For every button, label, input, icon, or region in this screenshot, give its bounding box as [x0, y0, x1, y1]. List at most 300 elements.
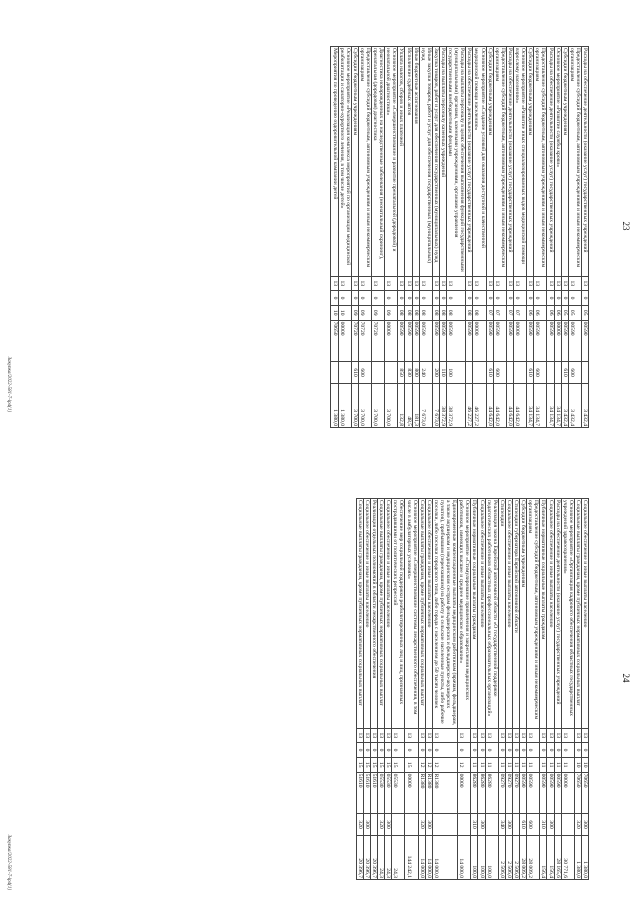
code-part: R1380 — [418, 772, 425, 814]
code-part: 15 — [356, 757, 363, 772]
table-row — [432, 499, 457, 880]
code-part: 00590 — [520, 772, 527, 814]
code-part: 0 — [505, 743, 512, 758]
expense-type: 800 — [412, 362, 419, 383]
code-part: 70650 — [331, 320, 338, 362]
row-sum: 14 000,0 — [418, 835, 425, 879]
code-part: R1380 — [432, 772, 457, 814]
code-part: 0 — [419, 291, 432, 306]
row-name: Предоставление субсидий бюджетным, автономным учреждениям и иным некоммерческим организациям — [493, 47, 506, 277]
code-part: 13 — [447, 276, 466, 291]
table-row — [425, 499, 432, 880]
expense-type: 320 — [574, 814, 581, 835]
code-part: 00590 — [466, 320, 473, 362]
row-name: Расходы на выплаты персоналу в целях обеспечения выполнения функций государственными (муниципальными) органами, казенными учреждениями, органами управления государственными внебюджетными фондами — [447, 47, 466, 277]
expense-type — [338, 362, 351, 383]
code-part: 11 — [471, 757, 478, 772]
expense-type: 610 — [561, 362, 568, 383]
code-part: 13 — [547, 728, 554, 743]
code-part: 0 — [439, 291, 446, 306]
row-name: Расходы на обеспечение деятельности (оказание услуг) государственных учреждений — [581, 47, 588, 277]
table-row — [520, 499, 527, 880]
code-part: 13 — [505, 728, 512, 743]
code-part: 13 — [498, 728, 505, 743]
code-part: 13 — [405, 728, 418, 743]
code-part: 08 — [473, 305, 486, 320]
code-part: 13 — [561, 276, 568, 291]
expense-type: 610 — [351, 362, 358, 383]
code-part: 15 — [371, 757, 378, 772]
code-part: 13 — [561, 728, 574, 743]
code-part: 0 — [581, 743, 588, 758]
table-row — [568, 47, 581, 428]
row-sum: 34 134,7 — [527, 383, 534, 427]
row-name: Реализация закона Еврейской автономной области «О государственной поддержке педагогических работников областных профессиональных образовательных организаций» — [485, 499, 498, 729]
code-part: 0 — [331, 291, 338, 306]
row-sum: 20 396,7 — [356, 835, 363, 879]
table-row — [358, 47, 371, 428]
code-part: 13 — [512, 728, 519, 743]
code-part: 70650 — [574, 772, 581, 814]
code-part: 15 — [363, 757, 370, 772]
row-name: Социальное обеспечение и иные выплаты населению — [547, 499, 554, 729]
code-part: 0 — [554, 743, 561, 758]
row-sum: 14 000,0 — [425, 835, 432, 879]
code-part: 00590 — [412, 320, 419, 362]
code-part: 00590 — [447, 320, 466, 362]
row-sum: 3 700,0 — [385, 383, 398, 427]
row-sum: 24,3 — [385, 835, 392, 879]
code-part: 08 — [432, 305, 439, 320]
row-sum: 38 372,9 — [439, 383, 446, 427]
code-part: 13 — [581, 728, 588, 743]
row-name: Обеспечение мер социальной поддержки реабилитированных лиц и лиц, признанных пострадавшими от политических репрессий — [392, 499, 405, 729]
code-part: 12 — [432, 757, 457, 772]
code-part: 0 — [432, 743, 457, 758]
expense-type: 300 — [478, 814, 485, 835]
code-part: 09270 — [505, 772, 512, 814]
code-part: 11 — [561, 757, 574, 772]
code-part: 00590 — [581, 320, 588, 362]
expense-type: 600 — [534, 362, 547, 383]
code-part: 13 — [425, 728, 432, 743]
row-sum: 144 242,1 — [405, 835, 418, 879]
table-row — [527, 47, 534, 428]
code-part: 13 — [356, 728, 363, 743]
code-part: 0 — [351, 291, 358, 306]
row-sum: 3 432,4 — [561, 383, 568, 427]
code-part: 0 — [371, 743, 378, 758]
expense-type — [554, 814, 561, 835]
code-part: 11 — [498, 757, 505, 772]
table-row — [405, 499, 418, 880]
code-part: 00590 — [527, 320, 534, 362]
row-name: Основное мероприятие «Развитие службы крови» — [554, 47, 561, 277]
row-name: Социальные выплаты гражданам, кроме публичных нормативных социальных выплат — [378, 499, 385, 729]
code-part: 13 — [485, 728, 498, 743]
table-row — [473, 47, 486, 428]
code-part: 00590 — [432, 320, 439, 362]
row-name: Социальные выплаты гражданам, кроме публичных нормативных социальных выплат — [356, 499, 363, 729]
code-part: 13 — [358, 276, 371, 291]
row-sum: 14 000,0 — [432, 835, 457, 879]
code-part: 08 — [447, 305, 466, 320]
row-sum: 46 227,2 — [466, 383, 473, 427]
code-part: 09270 — [498, 772, 505, 814]
row-sum: 30 771,6 — [561, 835, 574, 879]
code-part: 06 — [527, 305, 534, 320]
code-part: 12 — [458, 757, 471, 772]
row-sum: 2 506,0 — [498, 835, 505, 879]
expense-type: 610 — [486, 362, 493, 383]
code-part: 13 — [439, 276, 446, 291]
expense-type — [473, 362, 486, 383]
code-part: 0 — [486, 291, 493, 306]
row-sum: 24,3 — [378, 835, 385, 879]
code-part: 13 — [520, 728, 527, 743]
row-sum: 2 506,0 — [512, 835, 519, 879]
code-part: 13 — [466, 276, 473, 291]
code-part: 09 — [351, 305, 358, 320]
table-row — [331, 47, 338, 428]
code-part: 08 — [405, 305, 412, 320]
code-part: 00000 — [385, 320, 398, 362]
expense-type — [485, 814, 498, 835]
table-row — [498, 499, 505, 880]
expense-type: 830 — [405, 362, 412, 383]
table-row — [439, 47, 446, 428]
code-part: 00000 — [561, 772, 574, 814]
code-part: 13 — [385, 728, 392, 743]
code-part: 13 — [432, 728, 457, 743]
table-row — [547, 499, 554, 880]
table-row — [363, 499, 370, 880]
expense-type: 300 — [547, 814, 554, 835]
row-name: Основное мероприятие «Совершенствование системы лекарственного обеспечения, в том числе в амбулаторных условиях» — [405, 499, 418, 729]
row-name: Основное мероприятие «Организация кадрового обеспечения областных государственных учреждений здравоохранения» — [561, 499, 574, 729]
code-part: 0 — [478, 743, 485, 758]
code-part: 00590 — [398, 320, 405, 362]
row-name: Основное мероприятие «Создание условий для оказания доступной и качественной медицинской помощи населению» — [473, 47, 486, 277]
code-part: 15 — [392, 757, 405, 772]
row-sum: 34 134,7 — [534, 383, 547, 427]
row-name: Основное мероприятие «Совершенствование и развитие пренатальной (дородовой) и неонатальной диагностики» — [385, 47, 398, 277]
code-part: 13 — [398, 276, 405, 291]
expense-type — [506, 362, 513, 383]
code-part: 05530 — [378, 772, 385, 814]
code-part: 09 — [385, 305, 398, 320]
row-sum: 28 009,2 — [527, 835, 540, 879]
expense-type: 600 — [358, 362, 371, 383]
code-part: 15 — [385, 757, 392, 772]
table-row — [419, 47, 432, 428]
code-part: 11 — [512, 757, 519, 772]
row-sum: 28 165,6 — [554, 835, 561, 879]
table-row — [338, 47, 351, 428]
expense-type: 610 — [520, 814, 527, 835]
table-row — [471, 499, 478, 880]
row-name: Мероприятия по проведению оздоровительной кампании детей — [331, 47, 338, 277]
table-row — [554, 499, 561, 880]
expense-type: 300 — [363, 814, 370, 835]
code-part: 0 — [574, 743, 581, 758]
code-part: 70720 — [372, 320, 385, 362]
code-part: 0 — [356, 743, 363, 758]
expense-type — [581, 362, 588, 383]
code-part: 00000 — [405, 772, 418, 814]
code-part: 13 — [527, 728, 540, 743]
row-sum: 181,3 — [412, 383, 419, 427]
code-part: 0 — [363, 743, 370, 758]
code-part: 13 — [506, 276, 513, 291]
expense-type: 310 — [471, 814, 478, 835]
code-part: 0 — [485, 743, 498, 758]
table-row — [385, 47, 398, 428]
page-left — [0, 0, 639, 452]
expense-type — [405, 814, 418, 835]
row-name: Субсидии бюджетным учреждениям — [351, 47, 358, 277]
expense-type: 850 — [398, 362, 405, 383]
code-part: 0 — [432, 291, 439, 306]
code-part: 0 — [561, 743, 574, 758]
table-row — [581, 47, 588, 428]
code-part: 0 — [405, 743, 418, 758]
row-sum: 48,5 — [405, 383, 412, 427]
code-part: 13 — [471, 728, 478, 743]
code-part: 86280 — [485, 772, 498, 814]
expense-type — [458, 814, 471, 835]
code-part: 15 — [378, 757, 385, 772]
code-part: 70720 — [351, 320, 358, 362]
row-name: Предоставление субсидий бюджетным, автономным учреждениям и иным некоммерческим организациям — [534, 47, 547, 277]
code-part: 0 — [398, 291, 405, 306]
code-part: 00590 — [547, 320, 554, 362]
row-name: Уплата налогов, сборов и иных платежей — [398, 47, 405, 277]
code-part: 11 — [547, 757, 554, 772]
code-part: 13 — [581, 276, 588, 291]
row-sum: 1 380,0 — [581, 835, 588, 879]
row-name: Основное мероприятие «Стимулирование привлечения и закрепления медицинских работников, имеющих высшее и среднее медицинское образование» — [458, 499, 471, 729]
row-sum: 44 642,0 — [486, 383, 493, 427]
row-name: Социальное обеспечение и иные выплаты населению — [505, 499, 512, 729]
code-part: 10 — [338, 305, 351, 320]
row-name: Исполнение судебных актов — [405, 47, 412, 277]
expense-type: 310 — [540, 814, 547, 835]
code-part: 13 — [527, 276, 534, 291]
code-part: 07 — [486, 305, 493, 320]
expense-type: 110 — [439, 362, 446, 383]
row-sum: 46 227,2 — [473, 383, 486, 427]
table-row — [372, 47, 385, 428]
row-sum: 3 700,0 — [351, 383, 358, 427]
code-part: 13 — [458, 728, 471, 743]
scan-label: Закупка/2022-581-7-lр4(1) — [6, 356, 11, 412]
table-row — [534, 47, 547, 428]
code-part: 07 — [506, 305, 513, 320]
code-part: 11 — [478, 757, 485, 772]
code-part: 11 — [540, 757, 547, 772]
code-part: 00590 — [561, 320, 568, 362]
expense-type: 600 — [493, 362, 506, 383]
code-part: 13 — [513, 276, 526, 291]
table-row — [466, 47, 473, 428]
expense-type — [512, 814, 519, 835]
expense-type: 300 — [505, 814, 512, 835]
code-part: 0 — [493, 291, 506, 306]
row-sum: 1 380,0 — [574, 835, 581, 879]
row-sum: 7 673,0 — [419, 383, 432, 427]
code-part: 08 — [398, 305, 405, 320]
row-name: Социальные выплаты гражданам, кроме публичных нормативных социальных выплат — [574, 499, 581, 729]
code-part: 00590 — [439, 320, 446, 362]
row-name: Социальное обеспечение и иные выплаты населению — [385, 499, 392, 729]
expense-type — [513, 362, 526, 383]
code-part: 11 — [554, 757, 561, 772]
expense-type: 320 — [418, 814, 425, 835]
code-part: 09 — [372, 305, 385, 320]
code-part: 0 — [581, 291, 588, 306]
row-sum: 1 380,0 — [338, 383, 351, 427]
code-part: 05530 — [392, 772, 405, 814]
row-name: Иные закупки товаров, работ и услуг для обеспечения государственных (муниципальных) нужд — [419, 47, 432, 277]
code-part: 11 — [527, 757, 540, 772]
code-part: 00590 — [493, 320, 506, 362]
row-name: Публичные нормативные социальные выплаты гражданам — [540, 499, 547, 729]
code-part: 13 — [385, 276, 398, 291]
row-sum: 100,0 — [471, 835, 478, 879]
code-part: 0 — [561, 291, 568, 306]
code-part: 13 — [574, 728, 581, 743]
code-part: 12 — [418, 757, 425, 772]
scan-label: Закупка/2022-581-7-lр4(1) — [6, 834, 11, 890]
table-row — [540, 499, 547, 880]
row-sum: 20 396,7 — [363, 835, 370, 879]
code-part: 13 — [554, 728, 561, 743]
expense-type: 320 — [378, 814, 385, 835]
code-part: 06 — [534, 305, 547, 320]
row-sum: 100,0 — [485, 835, 498, 879]
page-number: 24 — [621, 673, 631, 683]
row-sum: 7 673,0 — [432, 383, 439, 427]
code-part: 00590 — [534, 320, 547, 362]
row-sum: 38 372,9 — [447, 383, 466, 427]
code-part: 00590 — [506, 320, 513, 362]
code-part: 06 — [547, 305, 554, 320]
code-part: 05 — [581, 305, 588, 320]
code-part: 08 — [466, 305, 473, 320]
code-part: 0 — [425, 743, 432, 758]
code-part: 11 — [485, 757, 498, 772]
code-part: 13 — [478, 728, 485, 743]
table-row — [356, 499, 363, 880]
table-row — [351, 47, 358, 428]
expense-type: 300 — [581, 814, 588, 835]
code-part: 0 — [471, 743, 478, 758]
table-row — [398, 47, 405, 428]
row-sum: 44 642,0 — [506, 383, 513, 427]
expense-type: 300 — [425, 814, 432, 835]
code-part: 00590 — [419, 320, 432, 362]
row-sum: 34 134,7 — [547, 383, 554, 427]
row-name: Предоставление субсидий бюджетным, автономным учреждениям и иным некоммерческим организациям — [527, 499, 540, 729]
row-name: Субсидии бюджетным учреждениям — [486, 47, 493, 277]
table-row — [418, 499, 425, 880]
code-part: 0 — [466, 291, 473, 306]
code-part: 13 — [540, 728, 547, 743]
code-part: 10 — [574, 757, 581, 772]
code-part: 13 — [331, 276, 338, 291]
expense-type: 200 — [432, 362, 439, 383]
code-part: R1380 — [425, 772, 432, 814]
row-sum: 24,3 — [392, 835, 405, 879]
code-part: 00590 — [540, 772, 547, 814]
code-part: 05 — [568, 305, 581, 320]
row-sum: 3 700,0 — [358, 383, 371, 427]
code-part: 0 — [554, 291, 561, 306]
expense-type: 600 — [527, 814, 540, 835]
row-sum: 44 642,0 — [513, 383, 526, 427]
code-part: 0 — [392, 743, 405, 758]
expense-type — [392, 814, 405, 835]
expense-type — [331, 362, 338, 383]
code-part: 13 — [473, 276, 486, 291]
row-name: Предоставление субсидий бюджетным, автономным учреждениям и иным некоммерческим организациям — [358, 47, 371, 277]
expense-type: 240 — [419, 362, 432, 383]
code-part: 07 — [493, 305, 506, 320]
code-part: 0 — [358, 291, 371, 306]
code-part: 51610 — [356, 772, 363, 814]
code-part: 13 — [372, 276, 385, 291]
table-row — [493, 47, 506, 428]
code-part: 07 — [513, 305, 526, 320]
row-sum: 34 134,7 — [554, 383, 561, 427]
table-row — [378, 499, 385, 880]
code-part: 0 — [513, 291, 526, 306]
code-part: 13 — [371, 728, 378, 743]
table-row — [458, 499, 471, 880]
table-row — [512, 499, 519, 880]
row-name: Расходы на обеспечение деятельности (оказание услуг) государственных учреждений — [466, 47, 473, 277]
code-part: 08 — [412, 305, 419, 320]
row-sum: 3 700,0 — [372, 383, 385, 427]
code-part: 00000 — [338, 320, 351, 362]
code-part: 86280 — [471, 772, 478, 814]
code-part: 13 — [392, 728, 405, 743]
row-name: Расходы на выплаты персоналу казенных учреждений — [439, 47, 446, 277]
row-name: Социальное обеспечение и иные выплаты населению — [478, 499, 485, 729]
page-right — [0, 452, 639, 904]
code-part: 06 — [554, 305, 561, 320]
code-part: 0 — [527, 743, 540, 758]
code-part: 13 — [568, 276, 581, 291]
row-name: Социальное обеспечение и иные выплаты населению — [581, 499, 588, 729]
budget-table — [330, 46, 589, 428]
row-name: Социальные выплаты гражданам, кроме публичных нормативных социальных выплат — [418, 499, 425, 729]
code-part: 0 — [372, 291, 385, 306]
table-row — [581, 499, 588, 880]
code-part: 11 — [505, 757, 512, 772]
row-name: Субсидии бюджетным учреждениям — [561, 47, 568, 277]
table-row — [513, 47, 526, 428]
table-row — [405, 47, 412, 428]
row-sum: 3 432,4 — [581, 383, 588, 427]
code-part: 00000 — [554, 320, 561, 362]
code-part: 0 — [498, 743, 505, 758]
table-row — [527, 499, 540, 880]
row-name: Основное мероприятие «Развитие иных специализированных видов медицинской помощи взрослому населению» — [513, 47, 526, 277]
code-part: 05 — [561, 305, 568, 320]
code-part: 51610 — [363, 772, 370, 814]
